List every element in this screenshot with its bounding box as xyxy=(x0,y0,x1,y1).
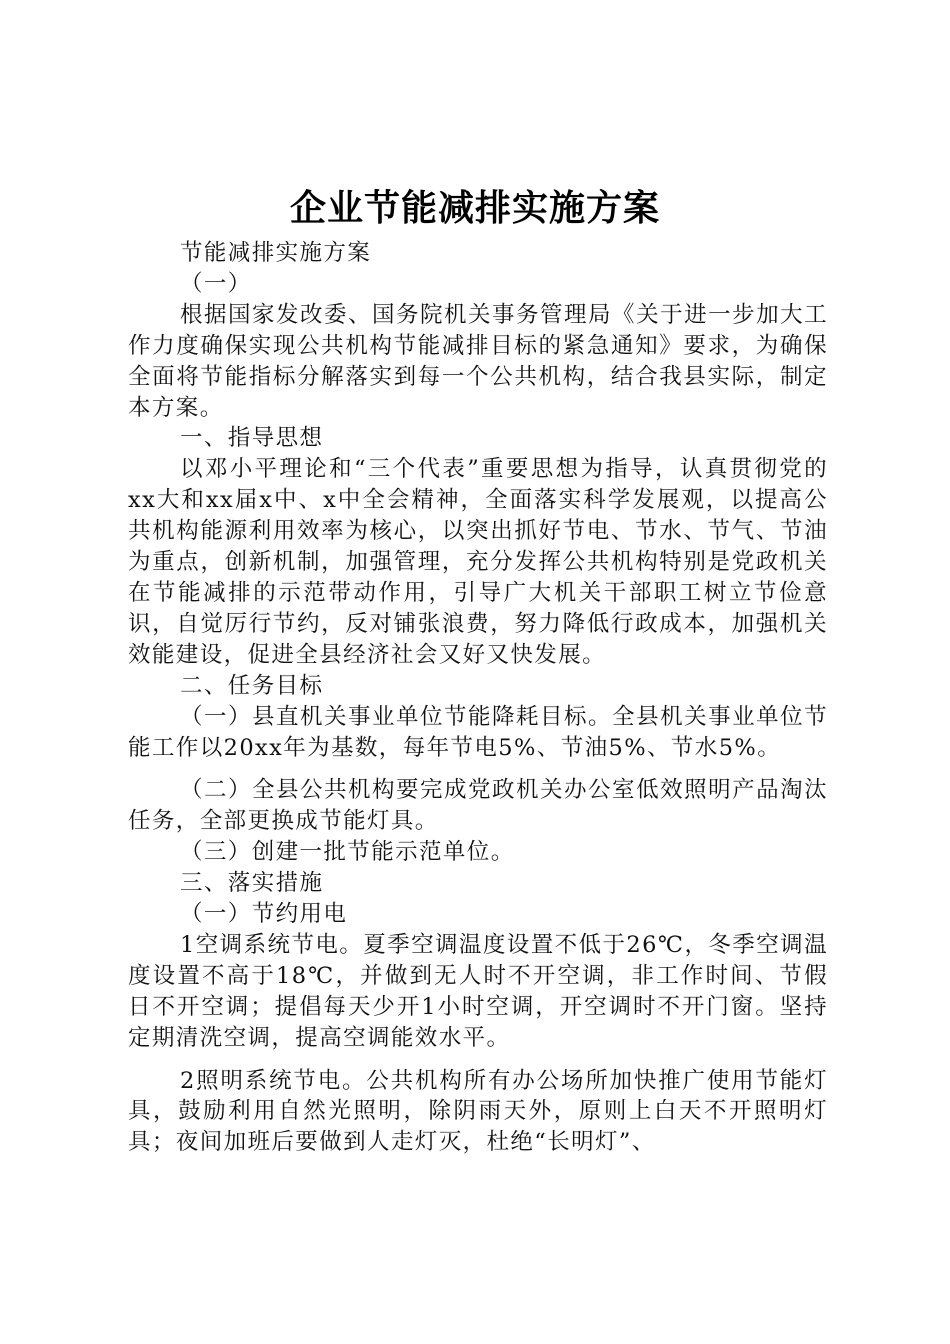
section-heading-guiding-thought: 一、指导思想 xyxy=(180,425,324,452)
document-title: 企业节能减排实施方案 xyxy=(289,187,660,229)
intro-paragraph: 根据国家发改委、国务院机关事务管理局《关于进一步加大工作力度确保实现公共机构节能减排目标的紧急通知》要求，为确保全面将节能指标分解落实到每一个公共机构，结合我县实际，制定本方案。 xyxy=(128,301,828,421)
section-heading-task-goals: 二、任务目标 xyxy=(180,672,324,699)
measure-lighting-saving: 2照明系统节电。公共机构所有办公场所加快推广使用节能灯具，鼓励利用自然光照明，除阴雨天外，原则上白天不开照明灯具；夜间加班后要做到人走灯灭，杜绝“长明灯”、 xyxy=(128,1067,828,1156)
part-label: （一） xyxy=(180,270,252,297)
section-heading-measures: 三、落实措施 xyxy=(180,870,324,897)
task-goal-2: （二）全县公共机构要完成党政机关办公室低效照明产品淘汰任务，全部更换成节能灯具。 xyxy=(128,777,828,835)
measure-ac-saving: 1空调系统节电。夏季空调温度设置不低于26℃，冬季空调温度设置不高于18℃，并做到无人时不开空调，非工作时间、节假日不开空调；提倡每天少开1小时空调，开空调时不开门窗。坚持定期清洗空调，提高空调能效水平。 xyxy=(128,931,828,1051)
task-goal-1: （一）县直机关事业单位节能降耗目标。全县机关事业单位节能工作以20xx年为基数，每年节电5%、节油5%、节水5%。 xyxy=(128,703,828,761)
document-subtitle: 节能减排实施方案 xyxy=(180,240,372,266)
measure-heading-electricity: （一）节约用电 xyxy=(180,901,348,928)
task-goal-3: （三）创建一批节能示范单位。 xyxy=(180,839,515,866)
guiding-thought-paragraph: 以邓小平理论和“三个代表”重要思想为指导，认真贯彻党的xx大和xx届x中、x中全会精神，全面落实科学发展观，以提高公共机构能源利用效率为核心，以突出抓好节电、节水、节气、节油为重点，创新机制，加强管理，充分发挥公共机构特别是党政机关在节能减排的示范带动作用，引导广大机关干部职工树立节俭意识，自觉厉行节约，反对铺张浪费，努力降低行政成本，加强机关效能建设，促进全县经济社会又好又快发展。 xyxy=(128,456,828,668)
document-body xyxy=(128,238,828,1158)
